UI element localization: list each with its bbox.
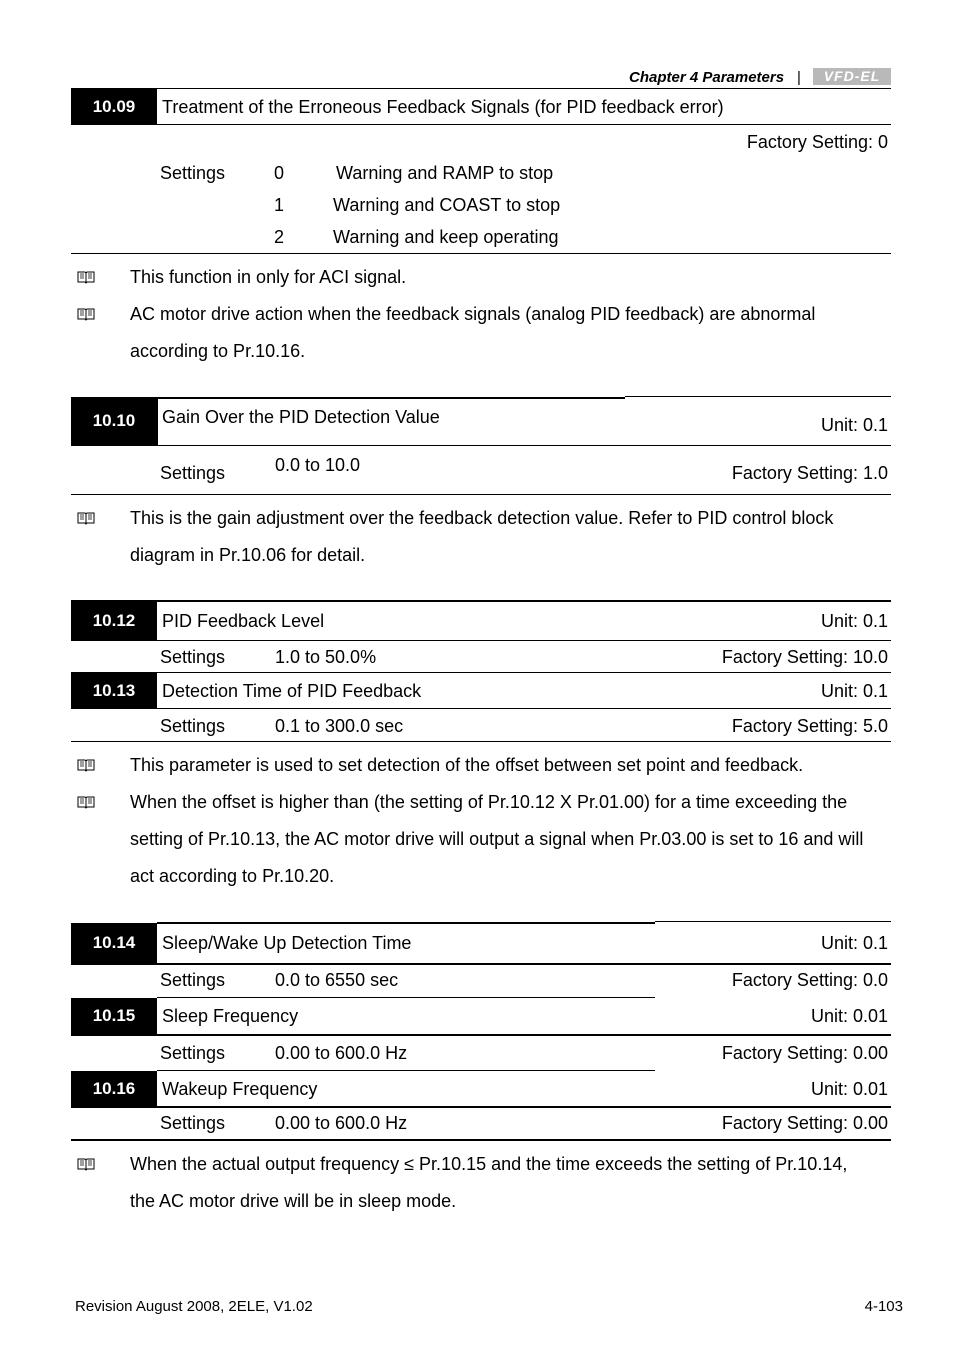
param-title-10-13: Detection Time of PID Feedback <box>162 681 422 701</box>
option-value: 1 <box>274 195 285 215</box>
unit-10-10: Unit: 0.1 <box>820 415 888 435</box>
settings-label: Settings <box>160 163 226 183</box>
note-text: When the actual output frequency ≤ Pr.10.15 and the time exceeds the setting of Pr.10.14, <box>130 1154 848 1174</box>
book-icon <box>77 758 95 772</box>
chapter-title: Chapter 4 Parameters <box>629 69 785 86</box>
param-number-10-10: 10.10 <box>71 397 157 445</box>
param-number-10-12: 10.12 <box>71 601 157 640</box>
unit-10-12: Unit: 0.1 <box>820 611 888 631</box>
unit-10-16: Unit: 0.01 <box>810 1079 888 1099</box>
param-number-10-15: 10.15 <box>71 998 157 1034</box>
note-text: according to Pr.10.16. <box>130 341 306 361</box>
rule <box>71 640 891 641</box>
setting-range-10-10: 0.0 to 10.0 <box>275 455 361 475</box>
factory-setting-10-12: Factory Setting: 10.0 <box>721 647 888 667</box>
rule <box>71 708 891 709</box>
rule <box>71 1106 891 1108</box>
rule <box>71 963 891 965</box>
rule <box>71 253 891 254</box>
rule <box>71 445 891 446</box>
rule <box>625 396 891 397</box>
option-text: Warning and keep operating <box>333 227 559 247</box>
rule <box>157 997 655 998</box>
book-icon <box>77 270 95 284</box>
note-text: This parameter is used to set detection of the offset between set point and feedback. <box>130 755 804 775</box>
factory-setting-10-13: Factory Setting: 5.0 <box>731 716 888 736</box>
settings-label: Settings <box>160 647 226 667</box>
note-text: AC motor drive action when the feedback signals (analog PID feedback) are abnormal <box>130 304 816 324</box>
footer-revision: Revision August 2008, 2ELE, V1.02 <box>75 1298 313 1315</box>
unit-10-14: Unit: 0.1 <box>820 933 888 953</box>
note-text: act according to Pr.10.20. <box>130 866 335 886</box>
book-icon <box>77 1157 95 1171</box>
page-number: 4-103 <box>864 1298 903 1315</box>
param-title-10-14: Sleep/Wake Up Detection Time <box>162 933 412 953</box>
factory-setting-10-09: Factory Setting: 0 <box>746 132 888 152</box>
param-title-10-16: Wakeup Frequency <box>162 1079 318 1099</box>
note-text: the AC motor drive will be in sleep mode. <box>130 1191 457 1211</box>
book-icon <box>77 795 95 809</box>
settings-label: Settings <box>160 716 226 736</box>
rule <box>157 397 625 399</box>
rule <box>71 600 891 602</box>
settings-label: Settings <box>160 1043 226 1063</box>
param-title-10-10: Gain Over the PID Detection Value <box>162 407 440 427</box>
note-text: setting of Pr.10.13, the AC motor drive will output a signal when Pr.03.00 is set to 16 and will <box>130 829 864 849</box>
param-title-10-15: Sleep Frequency <box>162 1006 299 1026</box>
factory-setting-10-16: Factory Setting: 0.00 <box>721 1113 888 1133</box>
book-icon <box>77 511 95 525</box>
rule <box>71 741 891 742</box>
rule <box>157 922 655 924</box>
param-number-10-09: 10.09 <box>71 88 157 125</box>
settings-label: Settings <box>160 970 226 990</box>
note-text: This function in only for ACI signal. <box>130 267 407 287</box>
option-text: Warning and COAST to stop <box>333 195 561 215</box>
option-text: Warning and RAMP to stop <box>336 163 554 183</box>
rule <box>71 124 891 125</box>
note-text: diagram in Pr.10.06 for detail. <box>130 545 366 565</box>
header-separator: | <box>797 69 801 86</box>
setting-range-10-12: 1.0 to 50.0% <box>275 647 377 667</box>
rule <box>71 672 891 673</box>
param-title-10-09: Treatment of the Erroneous Feedback Signals (for PID feedback error) <box>162 97 724 117</box>
rule <box>71 1034 891 1036</box>
factory-setting-10-15: Factory Setting: 0.00 <box>721 1043 888 1063</box>
option-value: 2 <box>274 227 285 247</box>
setting-range-10-14: 0.0 to 6550 sec <box>275 970 399 990</box>
unit-10-15: Unit: 0.01 <box>810 1006 888 1026</box>
brand-logo: VFD-EL <box>813 68 891 85</box>
settings-label: Settings <box>160 463 226 483</box>
note-text: This is the gain adjustment over the feedback detection value. Refer to PID control block <box>130 508 834 528</box>
unit-10-13: Unit: 0.1 <box>820 681 888 701</box>
setting-range-10-16: 0.00 to 600.0 Hz <box>275 1113 408 1133</box>
rule <box>71 1139 891 1141</box>
param-number-10-14: 10.14 <box>71 923 157 963</box>
param-title-10-12: PID Feedback Level <box>162 611 325 631</box>
settings-label: Settings <box>160 1113 226 1133</box>
rule <box>71 494 891 495</box>
rule <box>157 1070 655 1071</box>
factory-setting-10-10: Factory Setting: 1.0 <box>731 463 888 483</box>
param-number-10-13: 10.13 <box>71 673 157 708</box>
rule <box>655 921 891 922</box>
rule <box>157 397 158 445</box>
note-text: When the offset is higher than (the setting of Pr.10.12 X Pr.01.00) for a time exceeding the <box>130 792 848 812</box>
book-icon <box>77 307 95 321</box>
setting-range-10-13: 0.1 to 300.0 sec <box>275 716 404 736</box>
param-number-10-16: 10.16 <box>71 1071 157 1106</box>
factory-setting-10-14: Factory Setting: 0.0 <box>731 970 888 990</box>
rule <box>157 88 891 89</box>
setting-range-10-15: 0.00 to 600.0 Hz <box>275 1043 408 1063</box>
option-value: 0 <box>274 163 285 183</box>
